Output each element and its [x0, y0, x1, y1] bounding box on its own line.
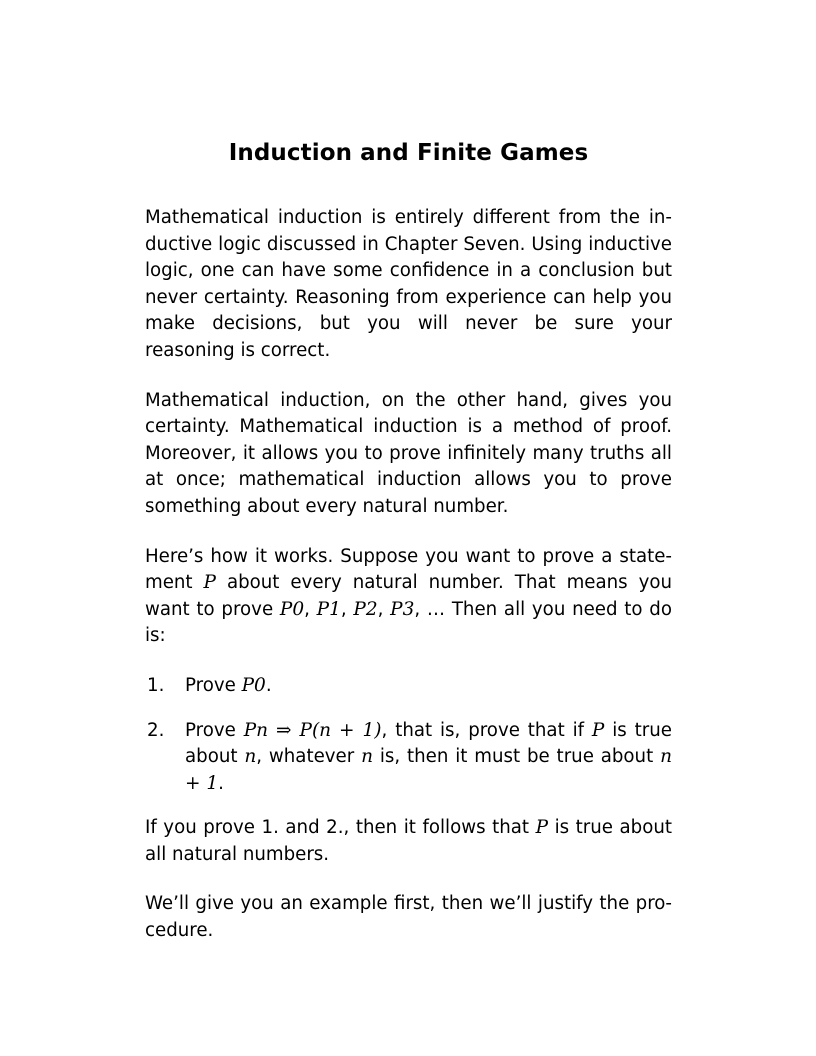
math-symbol: P [203, 572, 216, 594]
text-segment: about every natural number. That means you want to prove [145, 572, 672, 620]
list-item-body [185, 673, 672, 700]
page-title: Induction and Finite Games [228, 140, 589, 166]
text-segment: , whatever [256, 746, 362, 768]
math-symbol: P3 [390, 598, 415, 620]
list-item-number: 2. [147, 719, 165, 741]
list-item-body [185, 718, 672, 798]
list-item [145, 673, 672, 700]
text-segment: , [377, 598, 391, 620]
text-segment: . [265, 674, 272, 696]
document-page [145, 137, 672, 968]
text-segment: , that is, prove that if [381, 719, 592, 741]
text-segment: is true about [185, 719, 672, 768]
math-symbol: P0 [241, 674, 266, 696]
math-symbol: n [361, 746, 373, 768]
list-item-number: 1. [147, 674, 165, 696]
steps-list [145, 673, 672, 797]
list-item [145, 718, 672, 798]
paragraph-how-it-works [145, 544, 672, 650]
text-segment: Here’s how it works. Suppose you want to prove a statement [145, 545, 672, 594]
text-segment: is, then it must be true about [372, 746, 661, 768]
text-segment: . [218, 772, 224, 794]
math-symbol: P1 [316, 598, 341, 620]
paragraph-inductive-logic: Mathematical induction is entirely different from the inductive logic discussed in Chapter Seven. Using inductive logic, one can have some confidence in a conclusion but never certainty. Reasoning from experience can help you make decisions, but you will never be sure your reasoning is correct. [145, 207, 672, 361]
text-segment: , … Then all you need to do is: [145, 598, 672, 647]
text-segment: is true about all natural numbers. [145, 817, 672, 865]
math-expression: Pn ⇒ P(n + 1) [243, 719, 382, 741]
text-segment: Prove [185, 674, 242, 696]
math-symbol: P2 [353, 598, 378, 620]
math-symbol: n [244, 746, 257, 768]
text-segment: , [304, 598, 317, 620]
math-symbol: P0 [279, 598, 305, 620]
text-segment: Prove [185, 719, 244, 741]
paragraph-example-intro: We’ll give you an example first, then we’ll justify the procedure. [145, 893, 672, 942]
text-segment: If you prove 1. and 2., then it follows that [145, 817, 536, 839]
paragraph-mathematical-induction: Mathematical induction, on the other hand, gives you certainty. Mathematical induction is a method of proof. Moreover, it allows you to prove infinitely many truths all at once; mathematical induction allows you to prove something about every natural number. [145, 389, 672, 517]
math-symbol: P [535, 817, 549, 839]
paragraph-conclusion [145, 815, 672, 868]
math-symbol: P [591, 719, 605, 741]
math-expression: n + 1 [185, 746, 672, 794]
text-segment: , [340, 598, 354, 620]
